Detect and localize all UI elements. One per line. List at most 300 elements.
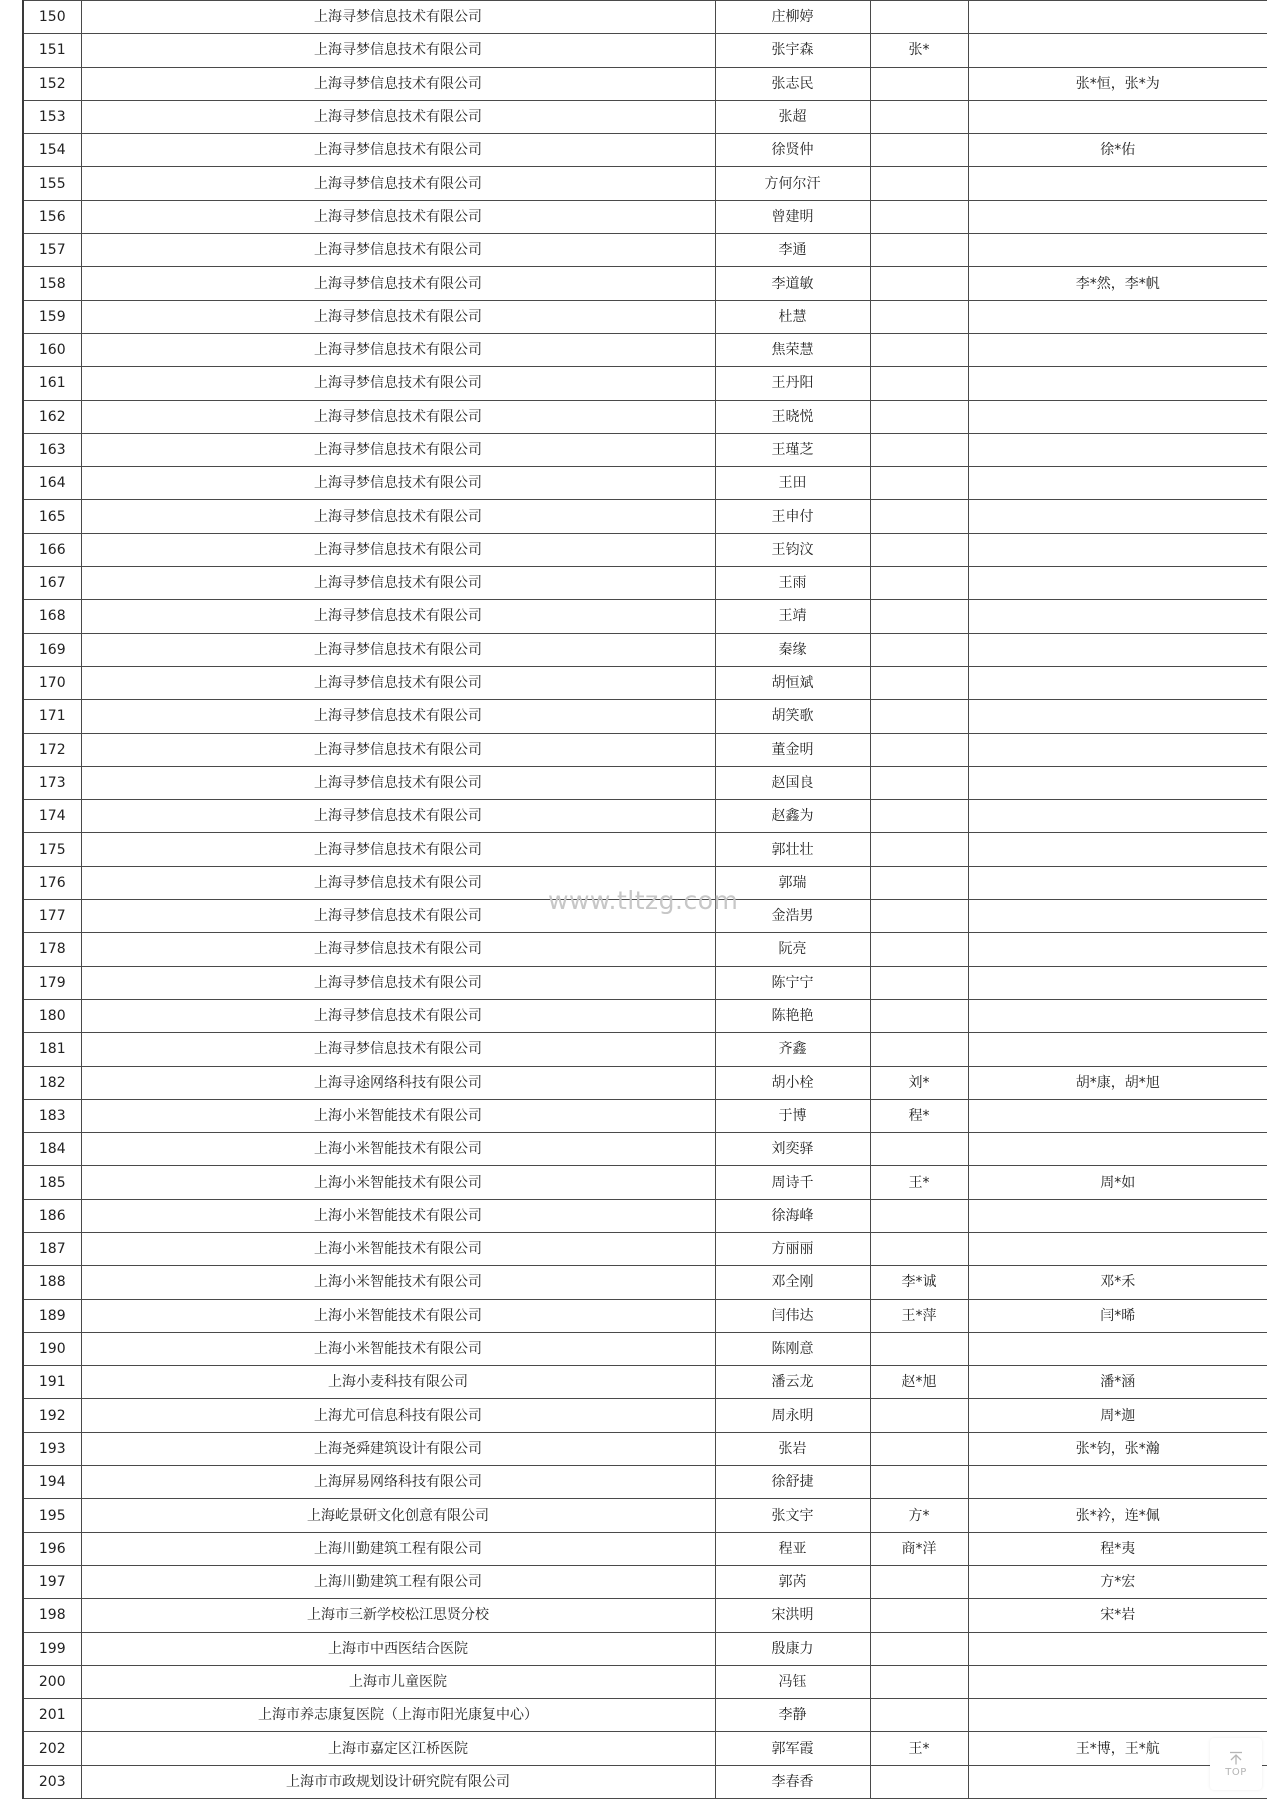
- children-cell: 张*衿，连*佩: [968, 1499, 1267, 1532]
- table-row: [23, 1399, 1267, 1432]
- company-cell: 上海寻梦信息技术有限公司: [81, 34, 715, 67]
- children-cell: 潘*涵: [968, 1366, 1267, 1399]
- table-row: [23, 134, 1267, 167]
- children-cell: 王*博，王*航: [968, 1732, 1267, 1765]
- children-cell: [968, 700, 1267, 733]
- name-cell: 金浩男: [715, 900, 870, 933]
- table-row: [23, 833, 1267, 866]
- row-number-cell: 161: [23, 367, 81, 400]
- table-row: [23, 866, 1267, 899]
- spouse-cell: [870, 1699, 968, 1732]
- spouse-cell: [870, 367, 968, 400]
- table-row: [23, 1033, 1267, 1066]
- spouse-cell: [870, 67, 968, 100]
- children-cell: 周*如: [968, 1166, 1267, 1199]
- spouse-cell: [870, 500, 968, 533]
- spouse-cell: [870, 1765, 968, 1798]
- spouse-cell: [870, 1565, 968, 1598]
- spouse-cell: [870, 866, 968, 899]
- table-row: [23, 1366, 1267, 1399]
- roster-table-container: [22, 0, 1267, 1811]
- table-row: [23, 600, 1267, 633]
- row-number-cell: 181: [23, 1033, 81, 1066]
- company-cell: 上海尧舜建筑设计有限公司: [81, 1432, 715, 1465]
- children-cell: 宋*岩: [968, 1599, 1267, 1632]
- table-row: [23, 1232, 1267, 1265]
- spouse-cell: 王*: [870, 1166, 968, 1199]
- spouse-cell: [870, 966, 968, 999]
- roster-table: [22, 0, 1267, 1799]
- children-cell: 闫*晞: [968, 1299, 1267, 1332]
- children-cell: [968, 234, 1267, 267]
- company-cell: 上海寻梦信息技术有限公司: [81, 633, 715, 666]
- spouse-cell: 王*: [870, 1732, 968, 1765]
- table-row: [23, 1499, 1267, 1532]
- row-number-cell: 160: [23, 333, 81, 366]
- row-number-cell: 186: [23, 1199, 81, 1232]
- company-cell: 上海市市政规划设计研究院有限公司: [81, 1765, 715, 1798]
- company-cell: 上海寻途网络科技有限公司: [81, 1066, 715, 1099]
- row-number-cell: 189: [23, 1299, 81, 1332]
- table-row: [23, 333, 1267, 366]
- company-cell: 上海寻梦信息技术有限公司: [81, 234, 715, 267]
- name-cell: 张文宇: [715, 1499, 870, 1532]
- row-number-cell: 199: [23, 1632, 81, 1665]
- company-cell: 上海寻梦信息技术有限公司: [81, 733, 715, 766]
- company-cell: 上海寻梦信息技术有限公司: [81, 100, 715, 133]
- spouse-cell: [870, 400, 968, 433]
- name-cell: 焦荣慧: [715, 333, 870, 366]
- spouse-cell: [870, 600, 968, 633]
- table-row: [23, 567, 1267, 600]
- row-number-cell: 198: [23, 1599, 81, 1632]
- table-row: [23, 1765, 1267, 1798]
- row-number-cell: 159: [23, 300, 81, 333]
- children-cell: [968, 800, 1267, 833]
- company-cell: 上海寻梦信息技术有限公司: [81, 833, 715, 866]
- name-cell: 阮亮: [715, 933, 870, 966]
- table-row: [23, 433, 1267, 466]
- children-cell: [968, 833, 1267, 866]
- children-cell: [968, 300, 1267, 333]
- row-number-cell: 190: [23, 1332, 81, 1365]
- company-cell: 上海寻梦信息技术有限公司: [81, 533, 715, 566]
- spouse-cell: [870, 666, 968, 699]
- children-cell: 张*恒，张*为: [968, 67, 1267, 100]
- spouse-cell: [870, 1399, 968, 1432]
- row-number-cell: 179: [23, 966, 81, 999]
- row-number-cell: 166: [23, 533, 81, 566]
- row-number-cell: 185: [23, 1166, 81, 1199]
- spouse-cell: 商*洋: [870, 1532, 968, 1565]
- name-cell: 周永明: [715, 1399, 870, 1432]
- company-cell: 上海小米智能技术有限公司: [81, 1199, 715, 1232]
- name-cell: 李静: [715, 1699, 870, 1732]
- row-number-cell: 182: [23, 1066, 81, 1099]
- company-cell: 上海寻梦信息技术有限公司: [81, 200, 715, 233]
- spouse-cell: [870, 1332, 968, 1365]
- table-row: [23, 1199, 1267, 1232]
- table-row: [23, 467, 1267, 500]
- children-cell: [968, 34, 1267, 67]
- name-cell: 张岩: [715, 1432, 870, 1465]
- row-number-cell: 193: [23, 1432, 81, 1465]
- spouse-cell: [870, 1632, 968, 1665]
- row-number-cell: 200: [23, 1665, 81, 1698]
- table-row: [23, 933, 1267, 966]
- children-cell: [968, 666, 1267, 699]
- spouse-cell: 张*: [870, 34, 968, 67]
- spouse-cell: [870, 933, 968, 966]
- name-cell: 齐鑫: [715, 1033, 870, 1066]
- table-row: [23, 533, 1267, 566]
- table-row: [23, 300, 1267, 333]
- table-row: [23, 966, 1267, 999]
- name-cell: 张超: [715, 100, 870, 133]
- name-cell: 郭瑞: [715, 866, 870, 899]
- name-cell: 郭壮壮: [715, 833, 870, 866]
- spouse-cell: 赵*旭: [870, 1366, 968, 1399]
- name-cell: 潘云龙: [715, 1366, 870, 1399]
- spouse-cell: [870, 267, 968, 300]
- name-cell: 陈宁宁: [715, 966, 870, 999]
- spouse-cell: [870, 1466, 968, 1499]
- children-cell: [968, 866, 1267, 899]
- row-number-cell: 176: [23, 866, 81, 899]
- name-cell: 张宇森: [715, 34, 870, 67]
- row-number-cell: 196: [23, 1532, 81, 1565]
- name-cell: 王钧汶: [715, 533, 870, 566]
- table-row: [23, 100, 1267, 133]
- name-cell: 庄柳婷: [715, 1, 870, 34]
- children-cell: [968, 433, 1267, 466]
- table-row: [23, 1066, 1267, 1099]
- table-row: [23, 34, 1267, 67]
- name-cell: 胡笑歌: [715, 700, 870, 733]
- table-row: [23, 1332, 1267, 1365]
- children-cell: 徐*佑: [968, 134, 1267, 167]
- row-number-cell: 153: [23, 100, 81, 133]
- spouse-cell: [870, 433, 968, 466]
- row-number-cell: 202: [23, 1732, 81, 1765]
- row-number-cell: 167: [23, 567, 81, 600]
- table-row: [23, 666, 1267, 699]
- table-row: [23, 1732, 1267, 1765]
- row-number-cell: 155: [23, 167, 81, 200]
- company-cell: 上海寻梦信息技术有限公司: [81, 267, 715, 300]
- spouse-cell: [870, 567, 968, 600]
- row-number-cell: 180: [23, 999, 81, 1032]
- spouse-cell: [870, 700, 968, 733]
- children-cell: [968, 900, 1267, 933]
- spouse-cell: [870, 533, 968, 566]
- back-to-top-button[interactable]: [1210, 1738, 1262, 1790]
- children-cell: [968, 766, 1267, 799]
- company-cell: 上海寻梦信息技术有限公司: [81, 433, 715, 466]
- row-number-cell: 151: [23, 34, 81, 67]
- company-cell: 上海寻梦信息技术有限公司: [81, 600, 715, 633]
- table-row: [23, 167, 1267, 200]
- table-row: [23, 800, 1267, 833]
- company-cell: 上海小米智能技术有限公司: [81, 1299, 715, 1332]
- row-number-cell: 171: [23, 700, 81, 733]
- spouse-cell: [870, 300, 968, 333]
- company-cell: 上海寻梦信息技术有限公司: [81, 866, 715, 899]
- spouse-cell: [870, 1033, 968, 1066]
- name-cell: 闫伟达: [715, 1299, 870, 1332]
- spouse-cell: [870, 467, 968, 500]
- spouse-cell: [870, 833, 968, 866]
- table-row: [23, 999, 1267, 1032]
- name-cell: 于博: [715, 1099, 870, 1132]
- name-cell: 程亚: [715, 1532, 870, 1565]
- row-number-cell: 194: [23, 1466, 81, 1499]
- table-row: [23, 1133, 1267, 1166]
- name-cell: 秦缘: [715, 633, 870, 666]
- name-cell: 郭芮: [715, 1565, 870, 1598]
- table-row: [23, 67, 1267, 100]
- name-cell: 杜慧: [715, 300, 870, 333]
- children-cell: [968, 167, 1267, 200]
- table-row: [23, 1665, 1267, 1698]
- children-cell: [968, 1099, 1267, 1132]
- company-cell: 上海寻梦信息技术有限公司: [81, 933, 715, 966]
- company-cell: 上海寻梦信息技术有限公司: [81, 67, 715, 100]
- name-cell: 王瑾芝: [715, 433, 870, 466]
- table-row: [23, 234, 1267, 267]
- row-number-cell: 177: [23, 900, 81, 933]
- name-cell: 王雨: [715, 567, 870, 600]
- name-cell: 董金明: [715, 733, 870, 766]
- row-number-cell: 162: [23, 400, 81, 433]
- company-cell: 上海市养志康复医院（上海市阳光康复中心）: [81, 1699, 715, 1732]
- children-cell: [968, 533, 1267, 566]
- spouse-cell: [870, 134, 968, 167]
- children-cell: [968, 1332, 1267, 1365]
- company-cell: 上海川勤建筑工程有限公司: [81, 1565, 715, 1598]
- company-cell: 上海寻梦信息技术有限公司: [81, 134, 715, 167]
- spouse-cell: [870, 1599, 968, 1632]
- children-cell: [968, 1, 1267, 34]
- name-cell: 赵国良: [715, 766, 870, 799]
- name-cell: 陈艳艳: [715, 999, 870, 1032]
- spouse-cell: [870, 633, 968, 666]
- row-number-cell: 174: [23, 800, 81, 833]
- spouse-cell: [870, 1232, 968, 1265]
- children-cell: [968, 999, 1267, 1032]
- company-cell: 上海寻梦信息技术有限公司: [81, 367, 715, 400]
- company-cell: 上海寻梦信息技术有限公司: [81, 666, 715, 699]
- table-row: [23, 1166, 1267, 1199]
- table-row: [23, 900, 1267, 933]
- children-cell: [968, 500, 1267, 533]
- name-cell: 王丹阳: [715, 367, 870, 400]
- spouse-cell: 李*诚: [870, 1266, 968, 1299]
- children-cell: [968, 1033, 1267, 1066]
- children-cell: [968, 1466, 1267, 1499]
- spouse-cell: 王*萍: [870, 1299, 968, 1332]
- row-number-cell: 164: [23, 467, 81, 500]
- name-cell: 殷康力: [715, 1632, 870, 1665]
- name-cell: 郭军霞: [715, 1732, 870, 1765]
- children-cell: [968, 600, 1267, 633]
- children-cell: [968, 333, 1267, 366]
- row-number-cell: 184: [23, 1133, 81, 1166]
- row-number-cell: 203: [23, 1765, 81, 1798]
- spouse-cell: [870, 1665, 968, 1698]
- company-cell: 上海市三新学校松江思贤分校: [81, 1599, 715, 1632]
- spouse-cell: 方*: [870, 1499, 968, 1532]
- company-cell: 上海寻梦信息技术有限公司: [81, 999, 715, 1032]
- table-row: [23, 633, 1267, 666]
- name-cell: 王晓悦: [715, 400, 870, 433]
- children-cell: [968, 467, 1267, 500]
- spouse-cell: [870, 1199, 968, 1232]
- children-cell: 方*宏: [968, 1565, 1267, 1598]
- table-row: [23, 1432, 1267, 1465]
- company-cell: 上海市儿童医院: [81, 1665, 715, 1698]
- table-row: [23, 200, 1267, 233]
- name-cell: 周诗千: [715, 1166, 870, 1199]
- name-cell: 李通: [715, 234, 870, 267]
- company-cell: 上海市嘉定区江桥医院: [81, 1732, 715, 1765]
- children-cell: [968, 733, 1267, 766]
- name-cell: 李道敏: [715, 267, 870, 300]
- children-cell: [968, 1665, 1267, 1698]
- row-number-cell: 183: [23, 1099, 81, 1132]
- company-cell: 上海寻梦信息技术有限公司: [81, 567, 715, 600]
- name-cell: 李春香: [715, 1765, 870, 1798]
- name-cell: 胡小栓: [715, 1066, 870, 1099]
- row-number-cell: 152: [23, 67, 81, 100]
- company-cell: 上海寻梦信息技术有限公司: [81, 167, 715, 200]
- children-cell: [968, 400, 1267, 433]
- name-cell: 王申付: [715, 500, 870, 533]
- children-cell: 周*迦: [968, 1399, 1267, 1432]
- children-cell: [968, 367, 1267, 400]
- spouse-cell: [870, 234, 968, 267]
- row-number-cell: 150: [23, 1, 81, 34]
- table-row: [23, 766, 1267, 799]
- company-cell: 上海寻梦信息技术有限公司: [81, 300, 715, 333]
- table-row: [23, 1699, 1267, 1732]
- row-number-cell: 178: [23, 933, 81, 966]
- name-cell: 方何尔汗: [715, 167, 870, 200]
- row-number-cell: 157: [23, 234, 81, 267]
- spouse-cell: [870, 900, 968, 933]
- roster-table-body: [23, 1, 1267, 1799]
- spouse-cell: 程*: [870, 1099, 968, 1132]
- company-cell: 上海寻梦信息技术有限公司: [81, 467, 715, 500]
- table-row: [23, 1, 1267, 34]
- spouse-cell: [870, 200, 968, 233]
- company-cell: 上海小米智能技术有限公司: [81, 1266, 715, 1299]
- name-cell: 徐舒捷: [715, 1466, 870, 1499]
- children-cell: 程*夷: [968, 1532, 1267, 1565]
- children-cell: [968, 1133, 1267, 1166]
- table-row: [23, 1632, 1267, 1665]
- spouse-cell: [870, 733, 968, 766]
- row-number-cell: 188: [23, 1266, 81, 1299]
- spouse-cell: [870, 167, 968, 200]
- company-cell: 上海寻梦信息技术有限公司: [81, 766, 715, 799]
- row-number-cell: 195: [23, 1499, 81, 1532]
- table-row: [23, 700, 1267, 733]
- row-number-cell: 175: [23, 833, 81, 866]
- name-cell: 冯钰: [715, 1665, 870, 1698]
- name-cell: 王田: [715, 467, 870, 500]
- back-to-top-label: TOP: [1225, 1766, 1247, 1778]
- arrow-up-icon: [1228, 1751, 1244, 1765]
- table-row: [23, 400, 1267, 433]
- spouse-cell: [870, 800, 968, 833]
- children-cell: 李*然，李*帆: [968, 267, 1267, 300]
- company-cell: 上海寻梦信息技术有限公司: [81, 900, 715, 933]
- children-cell: [968, 633, 1267, 666]
- company-cell: 上海小麦科技有限公司: [81, 1366, 715, 1399]
- table-row: [23, 1266, 1267, 1299]
- spouse-cell: [870, 1432, 968, 1465]
- company-cell: 上海小米智能技术有限公司: [81, 1232, 715, 1265]
- children-cell: [968, 200, 1267, 233]
- children-cell: 张*钧，张*瀚: [968, 1432, 1267, 1465]
- row-number-cell: 169: [23, 633, 81, 666]
- row-number-cell: 163: [23, 433, 81, 466]
- table-row: [23, 1099, 1267, 1132]
- watermark-text: www.tltzg.com: [548, 886, 739, 915]
- spouse-cell: [870, 1133, 968, 1166]
- children-cell: 胡*康，胡*旭: [968, 1066, 1267, 1099]
- name-cell: 王靖: [715, 600, 870, 633]
- spouse-cell: [870, 1, 968, 34]
- row-number-cell: 154: [23, 134, 81, 167]
- row-number-cell: 165: [23, 500, 81, 533]
- company-cell: 上海寻梦信息技术有限公司: [81, 800, 715, 833]
- name-cell: 方丽丽: [715, 1232, 870, 1265]
- company-cell: 上海小米智能技术有限公司: [81, 1166, 715, 1199]
- children-cell: [968, 100, 1267, 133]
- children-cell: [968, 1199, 1267, 1232]
- company-cell: 上海小米智能技术有限公司: [81, 1332, 715, 1365]
- company-cell: 上海寻梦信息技术有限公司: [81, 333, 715, 366]
- children-cell: [968, 1699, 1267, 1732]
- row-number-cell: 156: [23, 200, 81, 233]
- name-cell: 赵鑫为: [715, 800, 870, 833]
- children-cell: [968, 933, 1267, 966]
- company-cell: 上海屏易网络科技有限公司: [81, 1466, 715, 1499]
- company-cell: 上海市中西医结合医院: [81, 1632, 715, 1665]
- table-row: [23, 367, 1267, 400]
- table-row: [23, 1299, 1267, 1332]
- name-cell: 陈刚意: [715, 1332, 870, 1365]
- row-number-cell: 192: [23, 1399, 81, 1432]
- name-cell: 刘奕驿: [715, 1133, 870, 1166]
- spouse-cell: [870, 999, 968, 1032]
- name-cell: 邓全刚: [715, 1266, 870, 1299]
- row-number-cell: 170: [23, 666, 81, 699]
- name-cell: 徐海峰: [715, 1199, 870, 1232]
- row-number-cell: 173: [23, 766, 81, 799]
- children-cell: [968, 567, 1267, 600]
- row-number-cell: 191: [23, 1366, 81, 1399]
- table-row: [23, 267, 1267, 300]
- company-cell: 上海小米智能技术有限公司: [81, 1099, 715, 1132]
- name-cell: 徐贤仲: [715, 134, 870, 167]
- row-number-cell: 187: [23, 1232, 81, 1265]
- name-cell: 宋洪明: [715, 1599, 870, 1632]
- row-number-cell: 201: [23, 1699, 81, 1732]
- company-cell: 上海寻梦信息技术有限公司: [81, 1, 715, 34]
